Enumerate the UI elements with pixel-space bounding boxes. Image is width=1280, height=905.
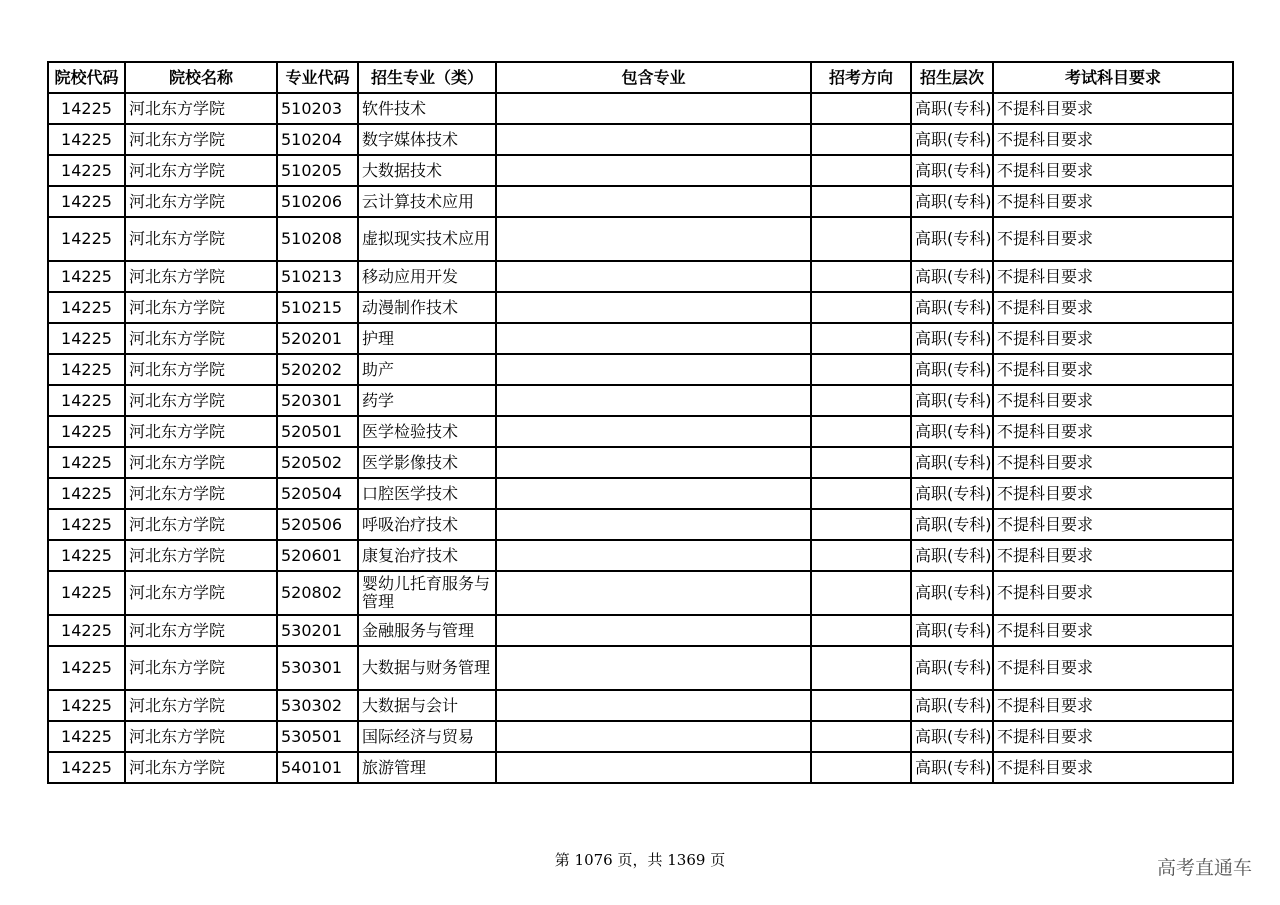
cell-direction [811,721,911,752]
cell-major: 呼吸治疗技术 [358,509,496,540]
cell-level: 高职(专科) [911,571,993,615]
cell-school-name: 河北东方学院 [125,509,277,540]
table-row [48,93,1233,124]
cell-school-name: 河北东方学院 [125,447,277,478]
cell-level: 高职(专科) [911,261,993,292]
header-school-name: 院校名称 [125,62,277,93]
cell-school-code: 14225 [48,354,125,385]
cell-includes [496,646,811,690]
cell-major: 移动应用开发 [358,261,496,292]
cell-level: 高职(专科) [911,540,993,571]
cell-school-name: 河北东方学院 [125,217,277,261]
cell-requirement: 不提科目要求 [993,509,1233,540]
cell-includes [496,416,811,447]
cell-direction [811,292,911,323]
cell-level: 高职(专科) [911,721,993,752]
cell-major-code: 520501 [277,416,358,447]
cell-school-code: 14225 [48,571,125,615]
cell-major: 婴幼儿托育服务与管理 [358,571,496,615]
table-row [48,217,1233,261]
cell-includes [496,155,811,186]
cell-requirement: 不提科目要求 [993,478,1233,509]
table-row [48,615,1233,646]
cell-major-code: 510215 [277,292,358,323]
cell-direction [811,385,911,416]
header-school-code: 院校代码 [48,62,125,93]
cell-major-code: 540101 [277,752,358,783]
cell-direction [811,509,911,540]
cell-major: 医学检验技术 [358,416,496,447]
cell-school-code: 14225 [48,690,125,721]
cell-requirement: 不提科目要求 [993,416,1233,447]
cell-major: 旅游管理 [358,752,496,783]
cell-includes [496,385,811,416]
cell-major-code: 510204 [277,124,358,155]
cell-school-code: 14225 [48,478,125,509]
cell-includes [496,186,811,217]
table-row [48,540,1233,571]
cell-school-code: 14225 [48,261,125,292]
cell-school-name: 河北东方学院 [125,416,277,447]
cell-direction [811,447,911,478]
cell-requirement: 不提科目要求 [993,93,1233,124]
cell-school-name: 河北东方学院 [125,186,277,217]
cell-level: 高职(专科) [911,124,993,155]
cell-major-code: 520502 [277,447,358,478]
cell-major-code: 520802 [277,571,358,615]
cell-major-code: 520601 [277,540,358,571]
cell-requirement: 不提科目要求 [993,292,1233,323]
table-row [48,186,1233,217]
cell-major: 云计算技术应用 [358,186,496,217]
table-row [48,752,1233,783]
cell-level: 高职(专科) [911,186,993,217]
cell-school-code: 14225 [48,323,125,354]
cell-direction [811,571,911,615]
cell-requirement: 不提科目要求 [993,571,1233,615]
cell-level: 高职(专科) [911,385,993,416]
cell-level: 高职(专科) [911,447,993,478]
cell-requirement: 不提科目要求 [993,752,1233,783]
table-header-row [48,62,1233,93]
page-number: 第 1076 页，共 1369 页 [554,851,726,869]
cell-requirement: 不提科目要求 [993,540,1233,571]
cell-level: 高职(专科) [911,323,993,354]
cell-level: 高职(专科) [911,155,993,186]
cell-major-code: 530201 [277,615,358,646]
cell-major-code: 520201 [277,323,358,354]
cell-requirement: 不提科目要求 [993,261,1233,292]
cell-includes [496,93,811,124]
cell-includes [496,478,811,509]
table-row [48,447,1233,478]
admissions-table [47,61,1234,784]
cell-includes [496,615,811,646]
cell-direction [811,261,911,292]
cell-includes [496,752,811,783]
table-row [48,354,1233,385]
cell-level: 高职(专科) [911,217,993,261]
cell-school-name: 河北东方学院 [125,478,277,509]
table-row [48,571,1233,615]
cell-includes [496,571,811,615]
cell-school-code: 14225 [48,155,125,186]
cell-school-code: 14225 [48,540,125,571]
cell-school-name: 河北东方学院 [125,261,277,292]
header-includes: 包含专业 [496,62,811,93]
cell-major: 虚拟现实技术应用 [358,217,496,261]
cell-direction [811,124,911,155]
cell-school-name: 河北东方学院 [125,93,277,124]
cell-includes [496,261,811,292]
cell-includes [496,540,811,571]
cell-school-code: 14225 [48,124,125,155]
cell-major: 护理 [358,323,496,354]
table-row [48,416,1233,447]
cell-direction [811,540,911,571]
cell-includes [496,323,811,354]
cell-school-code: 14225 [48,646,125,690]
cell-major: 口腔医学技术 [358,478,496,509]
cell-includes [496,354,811,385]
table-row [48,646,1233,690]
cell-direction [811,354,911,385]
cell-direction [811,186,911,217]
cell-requirement: 不提科目要求 [993,646,1233,690]
cell-level: 高职(专科) [911,93,993,124]
cell-requirement: 不提科目要求 [993,447,1233,478]
header-direction: 招考方向 [811,62,911,93]
cell-major-code: 510208 [277,217,358,261]
cell-school-code: 14225 [48,721,125,752]
cell-requirement: 不提科目要求 [993,217,1233,261]
cell-major: 大数据技术 [358,155,496,186]
cell-school-name: 河北东方学院 [125,323,277,354]
cell-major-code: 520301 [277,385,358,416]
cell-direction [811,416,911,447]
cell-direction [811,615,911,646]
cell-direction [811,323,911,354]
table-row [48,292,1233,323]
table-row [48,721,1233,752]
cell-level: 高职(专科) [911,416,993,447]
cell-major: 医学影像技术 [358,447,496,478]
table-row [48,124,1233,155]
table-row [48,323,1233,354]
cell-direction [811,752,911,783]
table-row [48,509,1233,540]
cell-school-name: 河北东方学院 [125,155,277,186]
cell-major-code: 530301 [277,646,358,690]
cell-level: 高职(专科) [911,615,993,646]
cell-school-name: 河北东方学院 [125,646,277,690]
cell-level: 高职(专科) [911,478,993,509]
table-row [48,385,1233,416]
cell-school-name: 河北东方学院 [125,354,277,385]
cell-direction [811,478,911,509]
cell-major: 大数据与财务管理 [358,646,496,690]
cell-major: 金融服务与管理 [358,615,496,646]
table-row [48,261,1233,292]
cell-direction [811,690,911,721]
cell-major-code: 520504 [277,478,358,509]
cell-major-code: 510213 [277,261,358,292]
cell-school-name: 河北东方学院 [125,292,277,323]
cell-major: 助产 [358,354,496,385]
cell-requirement: 不提科目要求 [993,124,1233,155]
cell-major: 康复治疗技术 [358,540,496,571]
cell-direction [811,93,911,124]
cell-school-name: 河北东方学院 [125,540,277,571]
cell-school-code: 14225 [48,292,125,323]
cell-major-code: 530302 [277,690,358,721]
cell-requirement: 不提科目要求 [993,385,1233,416]
cell-level: 高职(专科) [911,354,993,385]
cell-direction [811,155,911,186]
cell-major: 大数据与会计 [358,690,496,721]
cell-major-code: 510203 [277,93,358,124]
cell-major: 药学 [358,385,496,416]
cell-school-code: 14225 [48,217,125,261]
cell-school-code: 14225 [48,615,125,646]
cell-major-code: 510206 [277,186,358,217]
cell-school-name: 河北东方学院 [125,571,277,615]
cell-school-name: 河北东方学院 [125,124,277,155]
watermark: 高考直通车 [1156,857,1252,879]
cell-requirement: 不提科目要求 [993,323,1233,354]
cell-school-code: 14225 [48,186,125,217]
cell-level: 高职(专科) [911,752,993,783]
header-requirement: 考试科目要求 [993,62,1233,93]
table-row [48,478,1233,509]
cell-includes [496,509,811,540]
cell-requirement: 不提科目要求 [993,721,1233,752]
cell-level: 高职(专科) [911,509,993,540]
cell-school-code: 14225 [48,752,125,783]
cell-includes [496,124,811,155]
cell-school-name: 河北东方学院 [125,385,277,416]
cell-school-name: 河北东方学院 [125,615,277,646]
cell-includes [496,447,811,478]
cell-major: 软件技术 [358,93,496,124]
header-major: 招生专业（类） [358,62,496,93]
header-major-code: 专业代码 [277,62,358,93]
cell-level: 高职(专科) [911,690,993,721]
cell-requirement: 不提科目要求 [993,186,1233,217]
cell-major-code: 520506 [277,509,358,540]
cell-requirement: 不提科目要求 [993,615,1233,646]
cell-level: 高职(专科) [911,292,993,323]
cell-school-code: 14225 [48,416,125,447]
cell-includes [496,217,811,261]
cell-major-code: 510205 [277,155,358,186]
cell-includes [496,721,811,752]
cell-major: 动漫制作技术 [358,292,496,323]
cell-major-code: 530501 [277,721,358,752]
cell-school-code: 14225 [48,509,125,540]
cell-requirement: 不提科目要求 [993,690,1233,721]
cell-school-name: 河北东方学院 [125,752,277,783]
cell-direction [811,217,911,261]
cell-school-name: 河北东方学院 [125,721,277,752]
cell-school-code: 14225 [48,447,125,478]
cell-major-code: 520202 [277,354,358,385]
table-row [48,155,1233,186]
cell-includes [496,292,811,323]
cell-school-code: 14225 [48,385,125,416]
cell-level: 高职(专科) [911,646,993,690]
cell-includes [496,690,811,721]
header-level: 招生层次 [911,62,993,93]
cell-requirement: 不提科目要求 [993,155,1233,186]
cell-direction [811,646,911,690]
cell-requirement: 不提科目要求 [993,354,1233,385]
cell-major: 国际经济与贸易 [358,721,496,752]
cell-school-code: 14225 [48,93,125,124]
cell-major: 数字媒体技术 [358,124,496,155]
cell-school-name: 河北东方学院 [125,690,277,721]
table-body [48,93,1233,783]
table-row [48,690,1233,721]
